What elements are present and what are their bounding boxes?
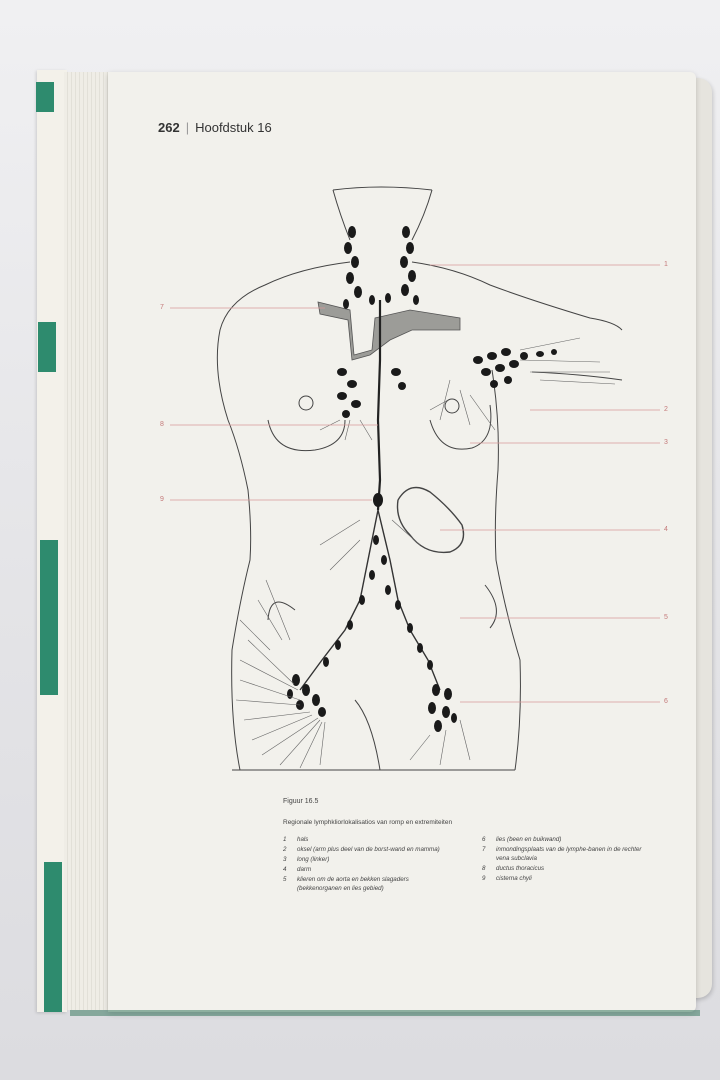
callout-5: 5 [664, 614, 668, 621]
callout-2: 2 [664, 406, 668, 413]
callout-1: 1 [664, 261, 668, 268]
breast-left [268, 420, 345, 451]
legend-right [482, 835, 646, 884]
legend-item: 6 lies (been en buikwand) [482, 836, 562, 843]
chin-line [333, 187, 432, 190]
chapter-title: Hoofdstuk 16 [195, 120, 272, 135]
legend-item: 9 cisterna chyli [482, 875, 532, 882]
figure-caption: Regionale lymphkliorlokalisatios van romp en extremiteiten [283, 819, 453, 826]
callout-6: 6 [664, 698, 668, 705]
legend-item: 3 long (linker) [283, 856, 330, 863]
neck-outline [333, 190, 432, 240]
legend-item: 1 hals [283, 836, 309, 843]
callout-7: 7 [160, 304, 164, 311]
callout-4: 4 [664, 526, 668, 533]
page-number: 262 [158, 120, 180, 135]
torso-outline [217, 262, 350, 770]
legend-item: 4 darm [283, 866, 312, 873]
legend-item: 5 klieren om de aorta en bekken slagaders (bekkenorganen en lies gebied) [283, 876, 409, 892]
figure-title: Figuur 16.5 [283, 798, 319, 805]
legend-item: 8 ductus thoracicus [482, 865, 545, 872]
subclavian-vein [318, 302, 460, 360]
legend-left [283, 835, 447, 894]
callout-8: 8 [160, 421, 164, 428]
legend-item: 2 oksel (arm plus deel van de borst-wand en mamma) [283, 846, 440, 853]
callout-9: 9 [160, 496, 164, 503]
header-separator: | [185, 120, 190, 135]
callout-3: 3 [664, 439, 668, 446]
legend-item: 7 inmondingsplaats van de lymphe-banen in de rechter vena subclavia [482, 846, 642, 862]
intestine [398, 488, 464, 553]
